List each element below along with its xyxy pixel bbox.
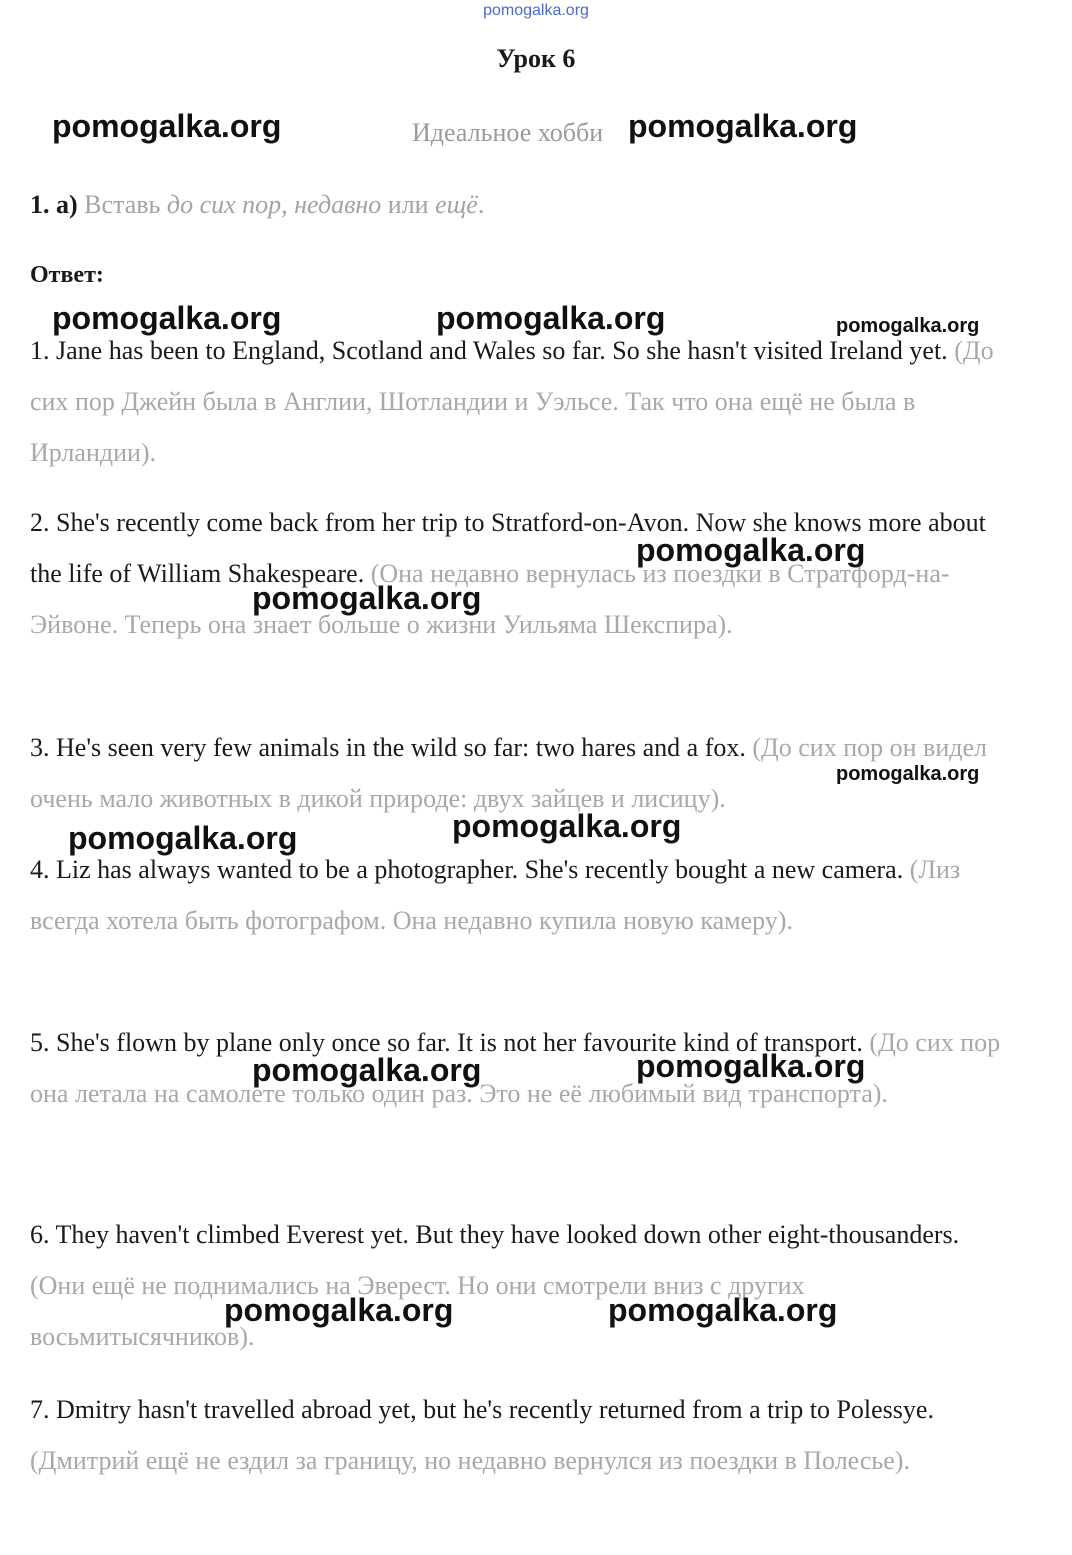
answer-item: 5. She's flown by plane only once so far. It is not her favourite kind of transport. (До сих пор она летала на самолете только один раз. Это не её любимый вид транспорта). xyxy=(30,1028,1001,1108)
lesson-title: Урок 6 xyxy=(496,44,576,73)
watermark: pomogalka.org xyxy=(252,1052,482,1088)
answer-item: 7. Dmitry hasn't travelled abroad yet, but he's recently returned from a trip to Polessye. (Дмитрий ещё не ездил за границу, но недавно вернулся из поездки в Полесье). xyxy=(30,1395,934,1475)
answer-item: 3. He's seen very few animals in the wild so far: two hares and a fox. (До сих пор он видел очень мало животных в дикой природе: двух зайцев и лисицу). xyxy=(30,733,987,813)
watermark: pomogalka.org xyxy=(608,1292,838,1328)
answer-item: 1. Jane has been to England, Scotland and Wales so far. So she hasn't visited Ireland yet. (До сих пор Джейн была в Англии, Шотландии и Уэльсе. Так что она ещё не была в Ирландии). xyxy=(30,336,994,467)
watermark: pomogalka.org xyxy=(68,820,298,856)
task-number: 1. а) xyxy=(30,190,78,219)
site-header-link[interactable]: pomogalka.org xyxy=(483,2,589,19)
answer-label: Ответ: xyxy=(30,262,104,288)
watermark: pomogalka.org xyxy=(452,808,682,844)
watermark: pomogalka.org xyxy=(52,108,282,144)
answer-item: 2. She's recently come back from her trip to Stratford-on-Avon. Now she knows more about the life of William Shakespeare. (Она недавно вернулась из поездки в Стратфорд-на-Эйвоне. Теперь она знает больше о жизни Уильяма Шекспира). xyxy=(30,508,986,639)
watermark: pomogalka.org xyxy=(628,108,858,144)
watermark: pomogalka.org xyxy=(836,315,980,337)
task-instruction xyxy=(30,190,484,220)
task-text: Вставь до сих пор, недавно или ещё. xyxy=(84,190,485,219)
lesson-topic: Идеальное хобби xyxy=(412,118,604,147)
watermark: pomogalka.org xyxy=(636,532,866,568)
watermark: pomogalka.org xyxy=(836,763,980,785)
watermark: pomogalka.org xyxy=(52,300,282,336)
watermark: pomogalka.org xyxy=(436,300,666,336)
watermark: pomogalka.org xyxy=(636,1048,866,1084)
watermark: pomogalka.org xyxy=(252,580,482,616)
watermark: pomogalka.org xyxy=(224,1292,454,1328)
answer-item: 4. Liz has always wanted to be a photographer. She's recently bought a new camera. (Лиз всегда хотела быть фотографом. Она недавно купила новую камеру). xyxy=(30,855,961,935)
answer-item: 6. They haven't climbed Everest yet. But they have looked down other eight-thousanders. (Они ещё не поднимались на Эверест. Но они смотрели вниз с других восьмитысячников). xyxy=(30,1220,960,1351)
